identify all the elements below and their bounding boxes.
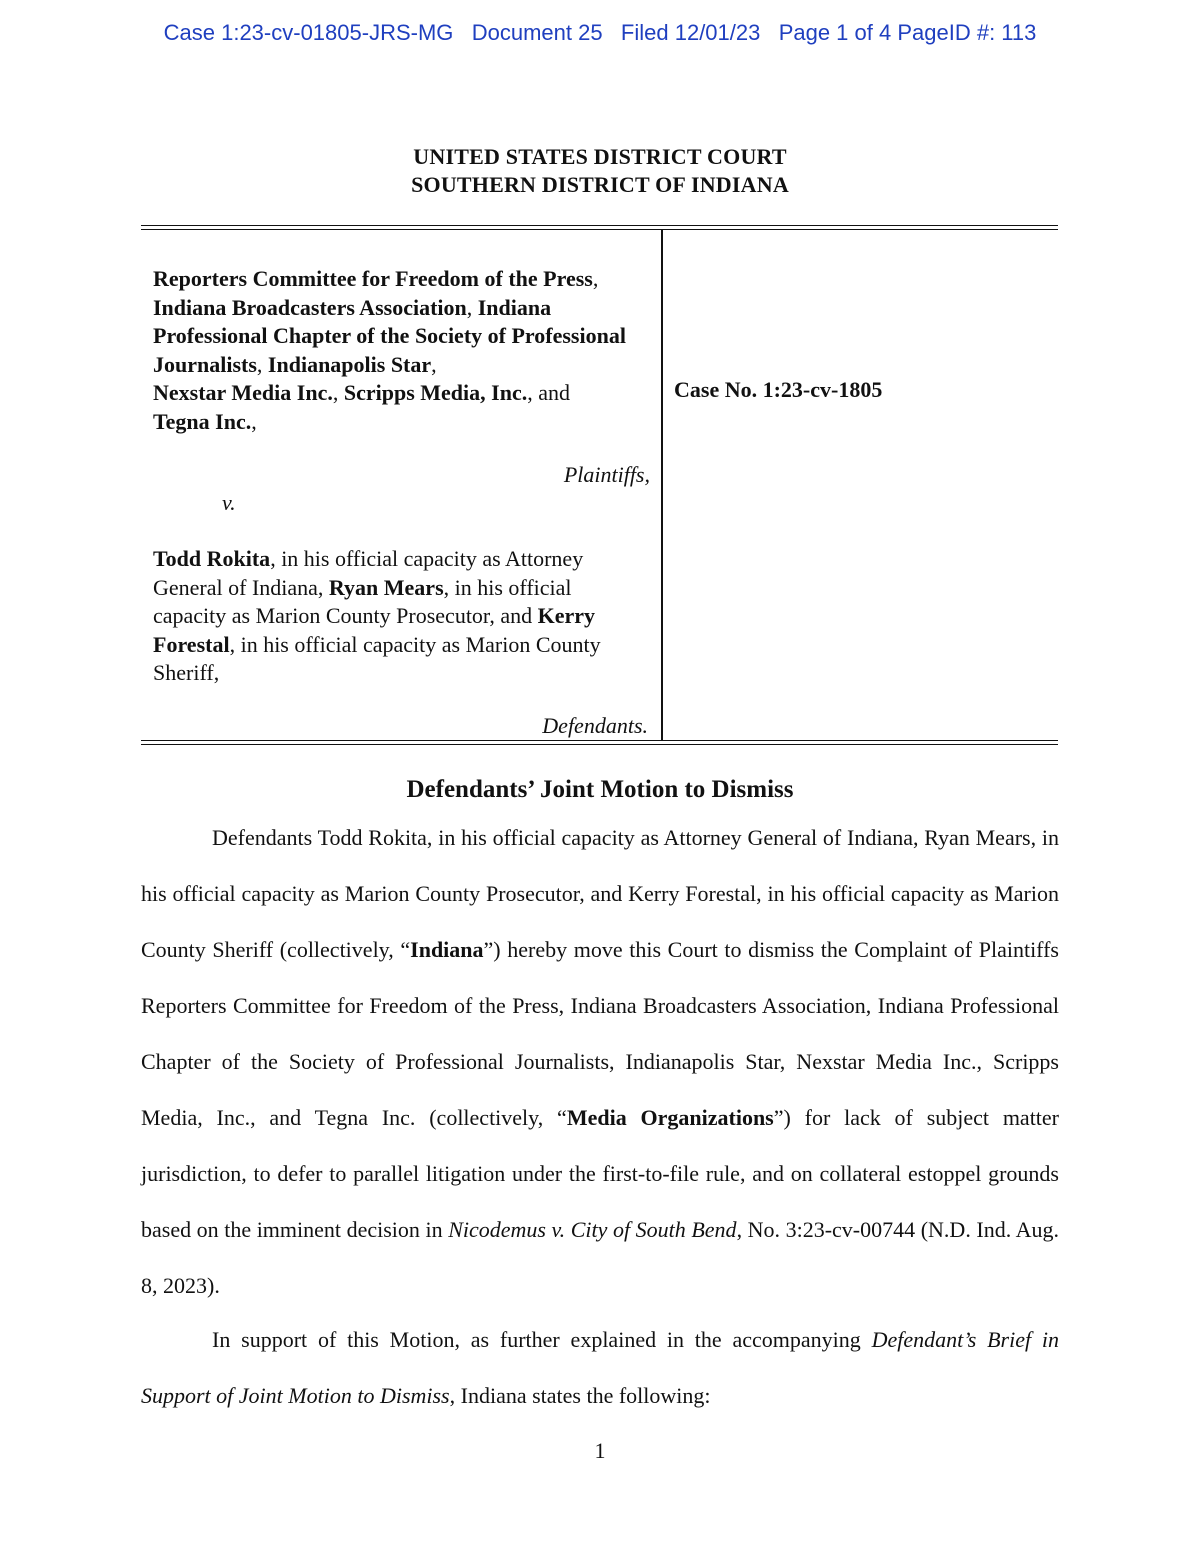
plaintiff-name: Scripps Media, Inc. <box>343 380 528 405</box>
defined-term-media-organizations: Media Organizations <box>566 1105 774 1130</box>
paragraph-text: , No. 3:23-cv-00744 (N.D. Ind. Aug. 8, 2023). <box>141 1217 1059 1298</box>
case-citation: Nicodemus v. City of South Bend <box>448 1217 737 1242</box>
plaintiff-separator: , <box>332 380 344 405</box>
motion-paragraph-1 <box>141 810 1059 1314</box>
defendants-list <box>153 545 643 688</box>
plaintiffs-role-suffix: , <box>644 462 650 487</box>
plaintiff-separator: , and <box>527 380 570 405</box>
caption-bottom-rule-inner <box>141 744 1058 745</box>
plaintiffs-role-label <box>400 462 650 488</box>
motion-paragraph-2 <box>141 1312 1059 1424</box>
plaintiffs-list <box>153 265 643 436</box>
defined-term-indiana: Indiana <box>410 937 484 962</box>
defendants-role-label: Defendants. <box>542 713 648 738</box>
caption-bottom-rule <box>141 740 1058 741</box>
plaintiffs-role-text: Plaintiffs <box>563 462 645 487</box>
page-number: 1 <box>594 1438 606 1463</box>
defendant-description: , in his official capacity as Marion County Prosecutor, and <box>153 574 572 628</box>
ecf-header-stamp: Case 1:23-cv-01805-JRS-MG Document 25 Filed 12/01/23 Page 1 of 4 PageID #: 113 <box>163 20 1037 45</box>
plaintiff-name: Reporters Committee for Freedom of the Press <box>153 266 593 291</box>
caption-top-rule-inner <box>141 229 1058 230</box>
plaintiff-name: Indiana Broadcasters Association <box>153 294 467 320</box>
defendant-description: , in his official capacity as Marion County Sheriff, <box>153 631 601 685</box>
defendant-name: Ryan Mears <box>328 574 444 600</box>
defendant-description: , in his official capacity as Attorney General of Indiana, <box>153 546 584 600</box>
defendant-name: Kerry Forestal <box>153 603 596 657</box>
plaintiff-separator: , <box>592 266 599 291</box>
plaintiff-separator: , <box>256 351 268 377</box>
caption-top-rule <box>141 225 1058 226</box>
paragraph-text: Defendants Todd Rokita, in his official capacity as Attorney General of Indiana, Ryan Mears, in his official capacity as Marion County Prosecutor, and Kerry Forestal, in his official capacity as Marion County Sheriff (collectively, “ <box>141 825 1059 962</box>
brief-title: Defendant’s Brief in Support of Joint Motion to Dismiss <box>141 1327 1060 1408</box>
paragraph-text: In support of this Motion, as further explained in the accompanying <box>212 1327 872 1352</box>
defendant-name: Todd Rokita <box>153 546 271 571</box>
paragraph-text: , Indiana states the following: <box>449 1383 711 1408</box>
plaintiff-name: Indianapolis Star <box>267 351 432 377</box>
paragraph-text: ”) for lack of subject matter jurisdiction, to defer to parallel litigation under the first-to-file rule, and on collateral estoppel grounds based on the imminent decision in <box>141 1105 1060 1242</box>
document-title: Defendants’ Joint Motion to Dismiss <box>406 776 794 803</box>
caption-divider <box>661 229 663 740</box>
court-district: SOUTHERN DISTRICT OF INDIANA <box>411 172 789 197</box>
case-number: Case No. 1:23-cv-1805 <box>674 377 883 402</box>
paragraph-text: ”) hereby move this Court to dismiss the Complaint of Plaintiffs Reporters Committee for Freedom of the Press, Indiana Broadcasters Association, Indiana Professional Chapter of the Society of Professional Journalists, Indianapolis Star, Nexstar Media Inc., Scripps Media, Inc., and Tegna Inc. (collectively, “ <box>141 937 1059 1130</box>
plaintiff-name: Nexstar Media Inc. <box>153 380 333 405</box>
plaintiff-separator: , <box>466 294 478 320</box>
versus-label: v. <box>222 490 236 515</box>
court-name: UNITED STATES DISTRICT COURT <box>413 144 787 169</box>
plaintiff-name: Indiana Professional Chapter of the Society of Professional Journalists <box>153 294 626 377</box>
plaintiff-name: Tegna Inc. <box>153 408 252 434</box>
plaintiff-separator: , <box>431 351 437 377</box>
plaintiff-separator: , <box>251 408 257 434</box>
